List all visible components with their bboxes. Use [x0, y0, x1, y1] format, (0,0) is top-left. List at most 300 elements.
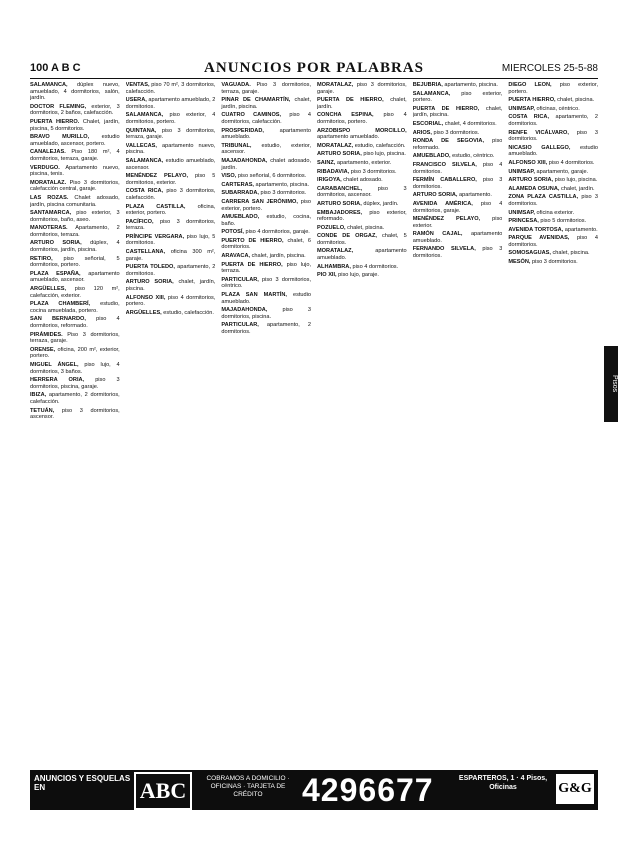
classified-ad: [317, 248, 407, 261]
ad-text: estudio, céntrico.: [452, 153, 495, 160]
ad-heading: DIEGO LEÓN,: [508, 82, 560, 88]
ad-heading: ARTURO SORIA,: [508, 177, 555, 184]
ad-heading: VAGUADA.: [221, 82, 257, 88]
classified-ad: [30, 256, 120, 269]
ad-text: piso 3 dormitorios, ascensor.: [317, 185, 407, 199]
ad-heading: ESCORIAL,: [412, 120, 445, 127]
ad-text: Apartamento nuevo, piscina, tenis.: [30, 164, 120, 178]
classified-ad: [30, 240, 120, 253]
ad-heading: ARIOS,: [412, 129, 434, 136]
ad-text: chalet adosado.: [343, 177, 383, 184]
ad-text: piso 3 dormitorios.: [508, 194, 599, 207]
banner-left-text: ANUNCIOS Y ESQUELAS EN: [34, 774, 131, 792]
ad-text: piso exterior.: [412, 216, 503, 229]
ad-text: piso 4 dormitorios.: [352, 263, 399, 270]
ad-heading: PINAR DE CHAMARTÍN,: [221, 97, 295, 104]
ad-text: piso señorial, 5 dormitorios, portero.: [30, 255, 120, 269]
ad-heading: CUATRO CAMINOS,: [221, 112, 290, 119]
classified-ad: [221, 112, 311, 125]
ad-heading: DOCTOR FLEMING,: [30, 103, 92, 110]
ad-heading: PUERTA HIERRO,: [508, 97, 558, 104]
ad-heading: PROSPERIDAD,: [221, 127, 280, 134]
ad-column: [30, 82, 120, 770]
ad-heading: PUERTA DE HIERRO,: [412, 105, 486, 112]
classified-ad: [126, 112, 216, 125]
ad-text: piso 3 dormitorios.: [531, 259, 578, 266]
ad-text: dúplex nuevo, amueblado, 4 dormitorios, salón, jardín.: [30, 82, 120, 102]
ad-heading: ALHAMBRA,: [317, 263, 353, 270]
classified-ad: [221, 229, 311, 236]
ad-heading: MENÉNDEZ PELAYO,: [125, 173, 196, 180]
ad-text: chalet, 5 dormitorios.: [317, 233, 407, 246]
classified-ad: [221, 128, 311, 141]
ad-text: apartamento amueblado.: [412, 231, 503, 244]
ad-text: piso lujo, garaje.: [338, 272, 379, 279]
ad-text: oficina, 200 m², exterior, portero.: [30, 346, 120, 360]
ad-text: piso 3 dormitorios.: [350, 168, 397, 175]
classified-ad: [30, 362, 120, 375]
classified-ad: [126, 264, 216, 277]
ad-heading: VISO,: [221, 173, 238, 180]
classified-ad: [126, 204, 216, 217]
ad-text: piso exterior, reformado.: [317, 209, 407, 223]
classified-ad: [508, 106, 598, 113]
ad-text: apartamento, exterior.: [336, 159, 392, 166]
ad-text: piso 3 dormitorios, ascensor.: [30, 407, 120, 421]
ad-text: apartamento amueblado, ascensor.: [30, 270, 120, 284]
ad-heading: ARTURO SORIA,: [317, 200, 364, 207]
ad-heading: AVENIDA AMÉRICA,: [412, 200, 481, 207]
ad-heading: PUERTA DE HIERRO,: [221, 261, 287, 268]
classified-ad: [221, 322, 311, 335]
classified-ad: [508, 186, 598, 193]
ad-heading: RONDA DE SEGOVIA,: [412, 138, 493, 145]
ad-heading: SUBARRADA,: [221, 190, 261, 197]
classified-ad: [317, 82, 407, 95]
ad-heading: CANALEJAS.: [30, 149, 72, 156]
ad-text: piso 4 dormitorios.: [548, 159, 595, 166]
ad-text: estudio amueblado.: [508, 144, 599, 158]
classified-ad: [221, 182, 311, 189]
ad-text: piso 3 dormitorios.: [260, 190, 307, 197]
ad-text: estudio, cocina amueblada, portero.: [30, 301, 120, 314]
ad-text: apartamento amueblado.: [317, 134, 380, 141]
ad-heading: COSTA RICA,: [125, 188, 167, 195]
paper-name: A B C: [51, 62, 81, 74]
classified-ad: [317, 177, 407, 184]
ad-heading: SALAMANCA,: [30, 82, 77, 88]
abc-logo: ABC: [134, 772, 192, 810]
ad-heading: ALFONSO XIII,: [125, 294, 168, 301]
classified-ad: [126, 188, 216, 201]
classified-ad: [221, 82, 311, 95]
ad-text: oficinas, céntrico.: [536, 105, 580, 112]
ad-heading: PARTICULAR,: [221, 322, 267, 329]
ad-text: apartamento amueblado, 2 dormitorios.: [125, 97, 216, 110]
ad-text: piso exterior, 3 dormitorios, baño, aseo.: [30, 210, 120, 223]
classified-ad: [30, 347, 120, 360]
ad-text: Piso 3 dormitorios, terraza, garaje.: [221, 82, 311, 95]
ad-heading: PLAZA CASTILLA,: [125, 203, 198, 210]
ad-heading: PIO XII,: [317, 272, 339, 279]
ad-heading: FERNANDO SILVELA,: [412, 246, 483, 253]
ad-column: [126, 82, 216, 770]
classified-ad: [30, 149, 120, 162]
ad-heading: UNIMSAP,: [508, 168, 537, 175]
classified-ad: [221, 190, 311, 197]
classified-ad: [221, 238, 311, 251]
ad-text: apartamento.: [564, 226, 598, 233]
ad-text: piso 3 dormitorios.: [412, 177, 503, 190]
ad-text: piso 4 dormitorios.: [508, 235, 599, 248]
ad-text: piso exterior, portero.: [508, 82, 599, 95]
ad-text: piso 3 dormitorios, piscina.: [221, 307, 312, 320]
ad-text: chalet, 4 dormitorios.: [444, 120, 497, 127]
ad-heading: CONCHA ESPINA,: [317, 112, 384, 119]
ad-text: apartamento.: [459, 192, 492, 199]
ad-text: Piso 3 dormitorios, calefacción central, garaje.: [30, 179, 120, 193]
ad-heading: ORENSE,: [30, 346, 58, 353]
classified-ad: [221, 143, 311, 156]
ad-text: chalet, piscina.: [557, 97, 595, 104]
classified-ad: [30, 225, 120, 238]
ad-text: estudio, calefacción.: [163, 309, 214, 316]
ad-heading: SALAMANCA,: [412, 90, 462, 97]
ad-heading: CARABANCHEL,: [317, 185, 378, 192]
ad-text: piso señorial, 6 dormitorios.: [237, 173, 307, 180]
section-side-tab: Pisos: [604, 346, 618, 422]
ad-heading: VERDUGO.: [30, 164, 66, 171]
ad-text: estudio amueblado, ascensor, portero.: [30, 134, 120, 147]
ad-text: oficina, exterior, portero.: [125, 203, 216, 217]
ad-text: Chalet, jardín, piscina, 5 dormitorios.: [30, 118, 120, 132]
ad-text: piso 4 dormitorios.: [412, 161, 503, 175]
ad-heading: SANTAMARCA,: [30, 210, 77, 217]
ad-heading: TETUÁN,: [30, 407, 62, 414]
ad-heading: SAN BERNARDO,: [30, 316, 97, 323]
classified-ad: [126, 295, 216, 308]
classified-ad: [317, 264, 407, 271]
ad-heading: MAJADAHONDA,: [221, 157, 271, 164]
banner-right-text: ESPARTEROS, 1 · 4 Pisos, Oficinas: [458, 775, 548, 791]
ad-heading: SALAMANCA,: [125, 112, 170, 119]
ad-heading: PUERTA TOLEDO,: [125, 264, 178, 271]
classified-ad: [30, 408, 120, 421]
ad-text: piso reformado.: [412, 138, 503, 151]
ad-heading: PARTICULAR,: [221, 276, 263, 283]
classified-ad: [30, 180, 120, 193]
classified-ad: [30, 134, 120, 147]
classified-ad: [508, 130, 598, 143]
classified-ad: [126, 97, 216, 110]
ad-text: piso 3 dormitorios, terraza.: [125, 218, 216, 232]
ad-heading: AMUEBLADO,: [221, 214, 267, 221]
gg-logo: G&G: [556, 774, 594, 804]
ad-heading: MORATALAZ,: [317, 82, 357, 88]
ad-heading: HERRERA ORIA,: [30, 377, 96, 384]
classified-ad: [508, 218, 598, 225]
classified-ad: [413, 162, 503, 175]
ad-heading: CARTERAS,: [221, 181, 256, 188]
ad-column: [508, 82, 598, 770]
classified-ad: [317, 272, 407, 279]
classified-columns: [30, 82, 598, 770]
ad-heading: PLAZA SAN MARTÍN,: [221, 292, 293, 299]
classified-ad: [126, 82, 216, 95]
ad-heading: ARTURO SORIA,: [30, 240, 91, 247]
ad-heading: PLAZA CHAMBERÍ,: [30, 301, 101, 308]
classified-ad: [221, 253, 311, 260]
classified-ad: [126, 173, 216, 186]
ad-heading: ARGÜELLES,: [30, 286, 75, 293]
ad-text: exterior, 3 dormitorios, 2 baños, calefacción.: [30, 103, 120, 117]
ad-column: [317, 82, 407, 770]
ad-text: piso 4 dormitorios, garaje.: [245, 229, 310, 236]
ad-heading: ARTURO SORIA,: [317, 151, 364, 158]
ad-heading: RETIRO,: [30, 255, 64, 262]
ad-text: piso exterior, portero.: [412, 90, 503, 104]
ad-text: chalet, jardín, piscina.: [412, 105, 503, 119]
ad-heading: NICASIO GALLEGO,: [508, 144, 580, 151]
ad-text: piso lujo, piscina.: [363, 151, 406, 158]
ad-heading: MAJADAHONDA,: [221, 307, 283, 314]
ad-text: dúplex, jardín.: [363, 200, 399, 207]
ad-heading: SAINZ,: [317, 159, 337, 166]
ad-heading: MESÓN,: [508, 259, 532, 266]
ad-heading: BRAVO MURILLO,: [30, 134, 102, 141]
ad-text: piso 3 dormitorios.: [433, 129, 480, 136]
ad-heading: MANOTERAS.: [30, 225, 76, 232]
ad-text: apartamento amueblado.: [221, 127, 312, 141]
ad-text: piso exterior, portero.: [221, 198, 312, 212]
ad-text: apartamento, piscina.: [255, 181, 310, 188]
classified-ad: [30, 377, 120, 390]
ad-heading: FRANCISCO SILVELA,: [412, 161, 483, 168]
ad-text: apartamento nuevo, piscina.: [125, 142, 216, 156]
classified-ad: [317, 210, 407, 223]
classified-ad: [317, 97, 407, 110]
ad-text: Apartamento, 2 dormitorios, terraza.: [30, 225, 120, 238]
ad-text: piso lujo, 4 dormitorios, 3 baños.: [30, 361, 120, 375]
classified-ad: [508, 160, 598, 167]
ad-text: piso exterior, 4 dormitorios, portero.: [125, 112, 216, 125]
ad-heading: MIGUEL ÁNGEL,: [30, 361, 85, 368]
ad-text: piso 120 m², calefacción, exterior.: [30, 286, 120, 299]
ad-text: chalet, jardín.: [560, 185, 595, 192]
ad-text: piso lujo, 5 dormitorios.: [125, 233, 216, 247]
classified-ad: [413, 192, 503, 199]
ad-heading: ZONA PLAZA CASTILLA,: [508, 194, 582, 201]
classified-ad: [413, 130, 503, 137]
ad-heading: ARTURO SORIA,: [412, 192, 459, 199]
ad-text: piso 3 dormitorios, garaje.: [317, 82, 407, 95]
ad-text: piso 3 dormitorios, terraza, garaje.: [125, 127, 216, 141]
ad-text: apartamento, 2 dormitorios.: [125, 264, 216, 277]
classified-ad: [126, 128, 216, 141]
classified-ad: [126, 158, 216, 171]
classified-ad: [508, 114, 598, 127]
ad-heading: UNIMSAP,: [508, 105, 537, 112]
ad-text: dúplex, 4 dormitorios, jardín, piscina.: [30, 240, 120, 254]
classified-ad: [508, 145, 598, 158]
classified-ad: [221, 292, 311, 305]
ad-text: Chalet adosado, jardín, piscina comunitaria.: [30, 194, 120, 208]
ad-heading: ARZOBISPO MORCILLO,: [317, 127, 407, 134]
ad-heading: PACÍFICO,: [125, 218, 160, 225]
ad-text: piso 3 dormitorios, piscina, garaje.: [30, 377, 120, 390]
page-header: [30, 62, 598, 78]
classified-ad: [413, 246, 503, 259]
ad-heading: CASTELLANA,: [125, 249, 171, 256]
classified-ad: [413, 121, 503, 128]
ad-heading: BEJUBRIA,: [412, 82, 445, 88]
ad-heading: PUERTO DE HIERRO,: [221, 237, 288, 244]
ad-text: chalet, jardín, piscina.: [251, 253, 306, 260]
ad-heading: RAMÓN CAJAL,: [412, 231, 471, 238]
ad-text: chalet, 6 dormitorios.: [221, 237, 312, 251]
page-number: 100: [30, 62, 49, 74]
classified-ad: [317, 201, 407, 208]
classified-ad: [30, 195, 120, 208]
ad-text: estudio, cocina, baño.: [221, 214, 312, 227]
ad-text: chalet, piscina.: [347, 224, 385, 231]
ad-heading: IRIGOYA,: [317, 177, 344, 184]
classified-ad: [317, 186, 407, 199]
ad-text: chalet, jardín, piscina.: [125, 279, 216, 293]
ad-text: piso lujo, piscina.: [554, 177, 598, 184]
classified-ad: [508, 194, 598, 207]
classified-ad: [126, 234, 216, 247]
ad-text: chalet, jardín.: [317, 97, 407, 110]
ad-heading: POTOSÍ,: [221, 229, 246, 236]
classified-ad: [30, 210, 120, 223]
ad-heading: PRÍNCIPE VERGARA,: [125, 233, 187, 240]
ad-heading: ALAMEDA OSUNA,: [508, 185, 561, 192]
ad-text: estudio amueblado, ascensor.: [125, 157, 216, 171]
ad-heading: QUINTANA,: [125, 127, 162, 134]
ad-heading: PIRÁMIDES.: [30, 331, 68, 338]
ad-heading: USERA,: [125, 97, 149, 104]
classified-ad: [317, 233, 407, 246]
ad-heading: AMUEBLADO,: [412, 153, 453, 160]
classified-ad: [413, 91, 503, 104]
ad-text: piso 5 dormitorios.: [540, 218, 587, 225]
classified-ad: [508, 235, 598, 248]
ad-heading: RIBADAVIA,: [317, 168, 351, 175]
ad-text: apartamento, 2 dormitorios.: [221, 322, 312, 335]
classified-ad: [221, 173, 311, 180]
ad-text: estudio amueblado.: [221, 292, 312, 305]
classified-ad: [221, 307, 311, 320]
classified-ad: [317, 169, 407, 176]
ad-heading: PLAZA ESPAÑA,: [30, 270, 89, 277]
classified-ad: [126, 219, 216, 232]
classified-ad: [508, 82, 598, 95]
classified-ad: [126, 143, 216, 156]
ad-heading: CONDE DE ORGAZ,: [317, 233, 382, 240]
classified-ad: [508, 177, 598, 184]
classified-ad: [30, 392, 120, 405]
ad-heading: SOMOSAGUAS,: [508, 250, 553, 257]
ad-text: Piso 3 dormitorios, terraza, garaje.: [30, 331, 120, 345]
ad-text: piso 4 dormitorios, portero.: [317, 112, 407, 125]
ad-text: estudio, exterior, ascensor.: [221, 142, 312, 156]
ad-text: piso 3 dormitorios, céntrico.: [221, 276, 312, 290]
ad-heading: MORATALAZ,: [317, 142, 355, 149]
ad-text: piso 4 dormitorios, portero.: [125, 294, 216, 308]
ad-heading: LAS ROZAS.: [30, 194, 75, 201]
ad-column: [413, 82, 503, 770]
classified-ad: [30, 104, 120, 117]
ad-text: apartamento, 2 dormitorios.: [508, 114, 599, 127]
banner-phone: 4296677: [302, 772, 434, 808]
ad-heading: ARGÜELLES,: [125, 309, 164, 316]
classified-ad: [317, 160, 407, 167]
ad-column: [221, 82, 311, 770]
classified-ad: [317, 143, 407, 150]
classified-ad: [508, 227, 598, 234]
classified-ad: [30, 271, 120, 284]
classified-ad: [126, 279, 216, 292]
classified-ad: [30, 316, 120, 329]
ad-heading: RENFE VICÁLVARO,: [508, 129, 577, 136]
ad-heading: PRINCESA,: [508, 218, 541, 225]
ad-text: piso 5 dormitorios, exterior.: [125, 173, 216, 186]
classified-ad: [221, 97, 311, 110]
classified-ad: [413, 153, 503, 160]
ad-heading: SALAMANCA,: [125, 157, 166, 164]
classified-ad: [508, 169, 598, 176]
ad-heading: ALFONSO XIII,: [508, 159, 549, 166]
classified-ad: [30, 301, 120, 314]
ad-text: chalet, jardín, piscina.: [221, 97, 312, 110]
classified-ad: [221, 199, 311, 212]
classified-ad: [413, 106, 503, 119]
issue-date: MIERCOLES 25-5-88: [501, 63, 598, 74]
classified-ad: [508, 259, 598, 266]
ad-text: apartamento, 2 dormitorios, calefacción.: [30, 392, 120, 405]
classified-ad: [413, 216, 503, 229]
ad-heading: VENTAS,: [125, 82, 152, 88]
classified-ad: [413, 82, 503, 89]
ad-text: piso 4 dormitorios, garaje.: [412, 200, 503, 214]
advert-banner: [30, 770, 598, 810]
ad-text: chalet adosado, jardín.: [221, 157, 312, 171]
classified-ad: [413, 231, 503, 244]
ad-heading: PARQUE AVENIDAS,: [508, 235, 577, 242]
ad-heading: VALLECAS,: [125, 142, 163, 149]
ad-heading: AVENIDA TORTOSA,: [508, 226, 565, 233]
ad-heading: MENÉNDEZ PELAYO,: [412, 216, 493, 223]
ad-text: chalet, piscina.: [552, 250, 590, 257]
ad-text: piso lujo, terraza.: [221, 261, 312, 275]
classified-ad: [413, 138, 503, 151]
classified-ad: [221, 214, 311, 227]
classified-ad: [508, 97, 598, 104]
ad-heading: MORATALAZ.: [30, 179, 70, 186]
ad-heading: PUERTA DE HIERRO,: [317, 97, 391, 104]
classified-ad: [317, 112, 407, 125]
classified-ad: [126, 310, 216, 317]
classified-ad: [30, 332, 120, 345]
ad-text: apartamento amueblado.: [317, 248, 407, 262]
ad-heading: MORATALAZ,: [317, 248, 376, 255]
ad-text: piso 3 dormitorios.: [412, 246, 503, 260]
ad-heading: COSTA RICA,: [508, 114, 556, 121]
ad-text: oficina 300 m², garaje.: [125, 249, 216, 262]
ad-heading: UNIMSAP,: [508, 209, 537, 216]
ad-heading: PUERTA HIERRO.: [30, 118, 83, 125]
